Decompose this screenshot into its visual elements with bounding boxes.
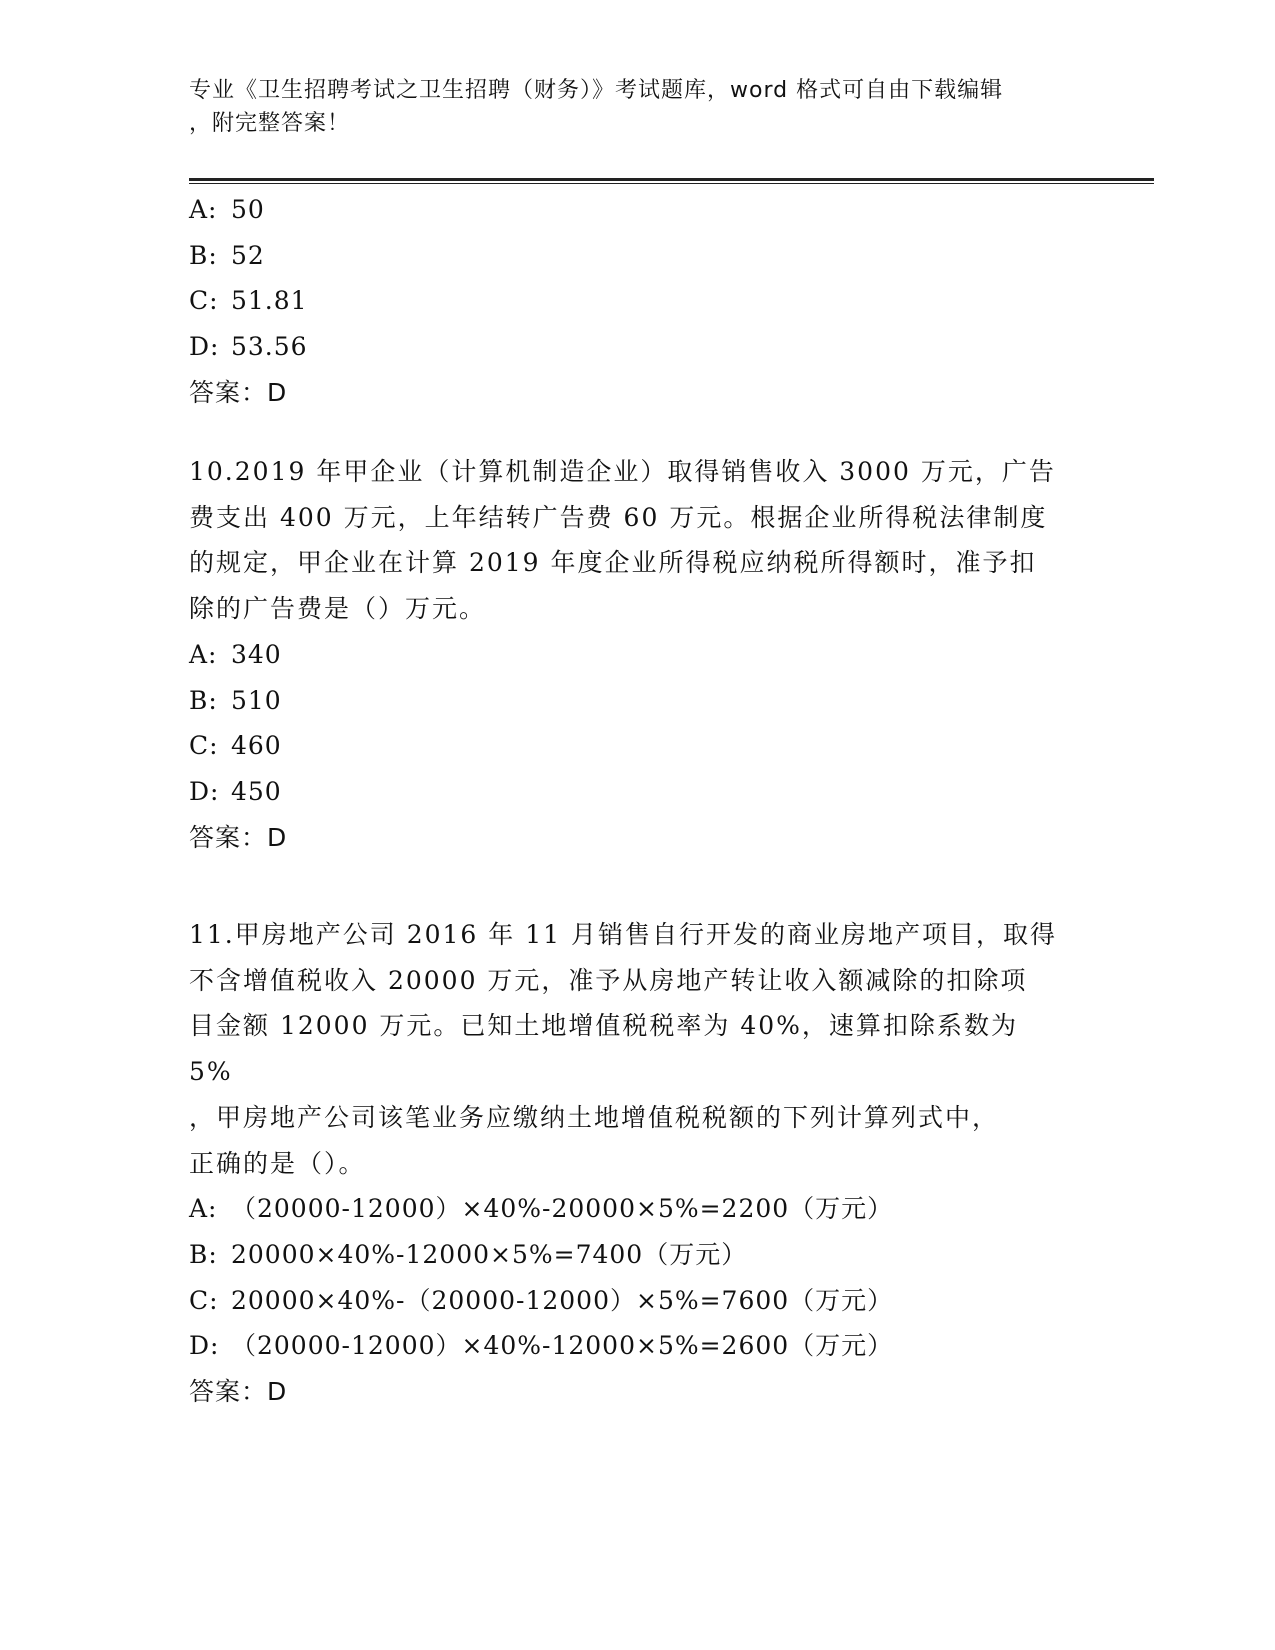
question-11-option-d: D: （20000-12000）×40%-12000×5%=2600（万元） bbox=[189, 1331, 894, 1361]
header-line-1: 专业《卫生招聘考试之卫生招聘（财务）》考试题库，word 格式可自由下载编辑 bbox=[189, 78, 1004, 103]
question-9-answer: 答案：D bbox=[189, 377, 288, 407]
question-11-option-b: B: 20000×40%-12000×5%=7400（万元） bbox=[189, 1239, 748, 1269]
question-10-stem-line: 费支出 400 万元，上年结转广告费 60 万元。根据企业所得税法律制度 bbox=[189, 502, 1048, 532]
header-divider-thick bbox=[189, 178, 1154, 181]
question-11-answer: 答案：D bbox=[189, 1377, 288, 1407]
question-10-stem-line: 除的广告费是（）万元。 bbox=[189, 594, 487, 624]
question-10-answer: 答案：D bbox=[189, 822, 288, 852]
question-11-block bbox=[189, 912, 1069, 1415]
question-11-stem-line: 目金额 12000 万元。已知土地增值税税率为 40%，速算扣除系数为 5% bbox=[189, 1011, 1018, 1087]
question-11-stem-line: 正确的是（）。 bbox=[189, 1148, 366, 1178]
header-divider-thin bbox=[189, 183, 1154, 184]
question-9-option-d: D: 53.56 bbox=[189, 332, 308, 362]
question-11-stem-line: 不含增值税收入 20000 万元，准予从房地产转让收入额减除的扣除项 bbox=[189, 965, 1028, 995]
question-10-option-d: D: 450 bbox=[189, 776, 282, 806]
document-header bbox=[189, 74, 1089, 140]
question-9-option-c: C: 51.81 bbox=[189, 286, 308, 316]
question-10-option-a: A: 340 bbox=[189, 639, 282, 669]
question-10-option-c: C: 460 bbox=[189, 731, 282, 761]
question-10-stem-line: 10.2019 年甲企业（计算机制造企业）取得销售收入 3000 万元，广告 bbox=[189, 457, 1056, 486]
question-9-option-b: B: 52 bbox=[189, 240, 265, 270]
question-11-option-a: A: （20000-12000）×40%-20000×5%=2200（万元） bbox=[189, 1194, 894, 1224]
question-11-option-c: C: 20000×40%-（20000-12000）×5%=7600（万元） bbox=[189, 1285, 894, 1315]
header-line-2: ，附完整答案！ bbox=[189, 111, 351, 136]
question-10-block bbox=[189, 449, 1069, 860]
question-10-stem-line: 的规定，甲企业在计算 2019 年度企业所得税应纳税所得额时，准予扣 bbox=[189, 548, 1037, 578]
question-11-stem-line: 11.甲房地产公司 2016 年 11 月销售自行开发的商业房地产项目，取得 bbox=[189, 920, 1057, 949]
question-9-option-a: A: 50 bbox=[189, 195, 265, 224]
question-11-stem-line: ，甲房地产公司该笔业务应缴纳土地增值税税额的下列计算列式中， bbox=[189, 1102, 1000, 1132]
question-10-option-b: B: 510 bbox=[189, 685, 282, 715]
question-9-block bbox=[189, 187, 1069, 416]
